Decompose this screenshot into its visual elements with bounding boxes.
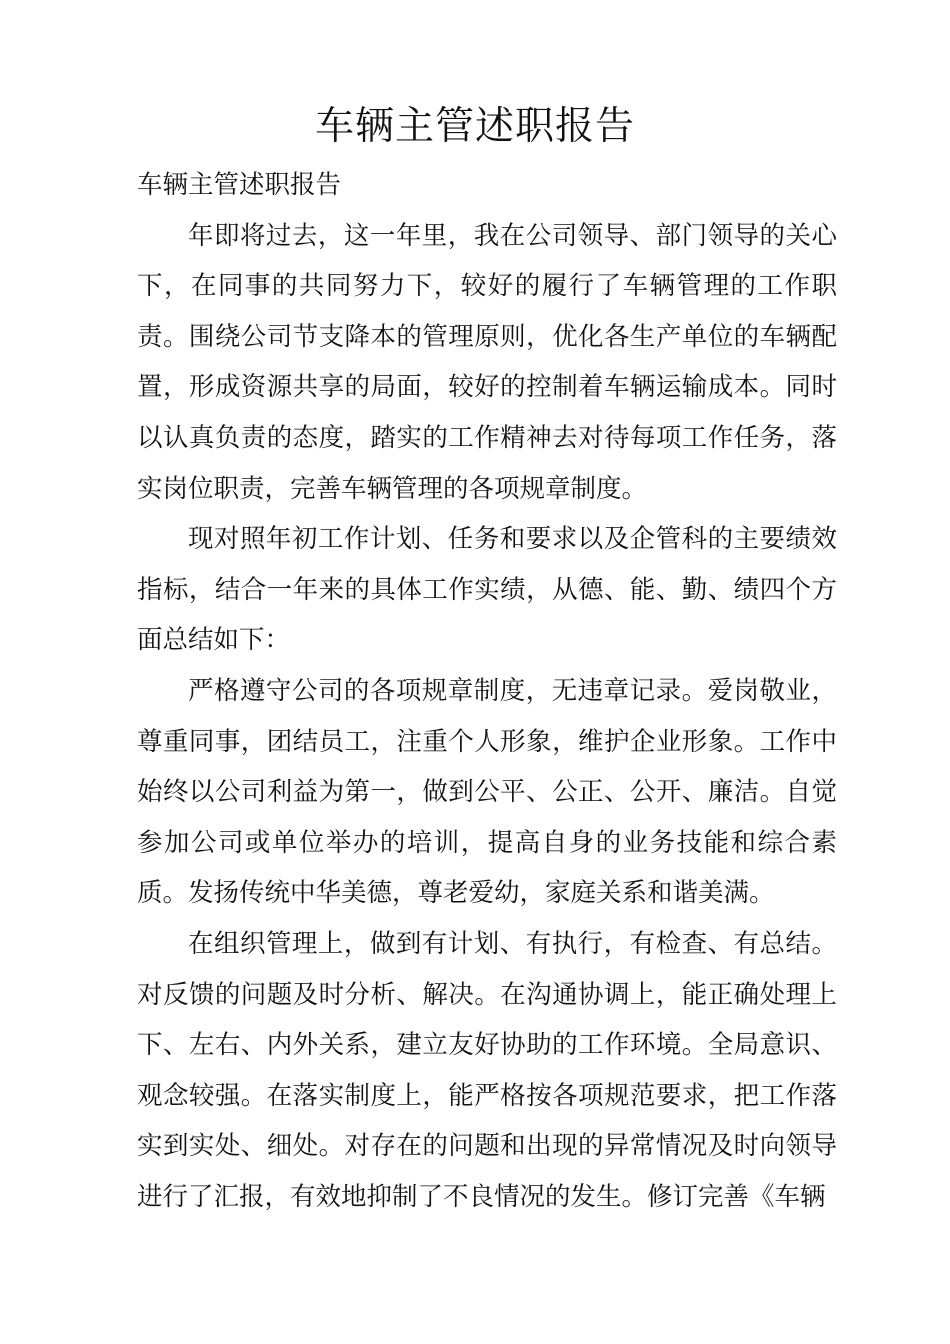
paragraph-4: 在组织管理上，做到有计划、有执行，有检查、有总结。对反馈的问题及时分析、解决。在沟通协调上，能正确处理上下、左右、内外关系，建立友好协助的工作环境。全局意识、观念较强。在落实制度上，能严格按各项规范要求，把工作落实到实处、细处。对存在的问题和出现的异常情况及时向领导进行了汇报，有效地抑制了不良情况的发生。修订完善《车辆 [137,928,837,1212]
document-body [137,160,837,1222]
paragraph-1: 年即将过去，这一年里，我在公司领导、部门领导的关心下，在同事的共同努力下，较好的履行了车辆管理的工作职责。围绕公司节支降本的管理原则，优化各生产单位的车辆配置，形成资源共享的局面，较好的控制着车辆运输成本。同时以认真负责的态度，踏实的工作精神去对待每项工作任务，落实岗位职责，完善车辆管理的各项规章制度。 [137,220,837,504]
paragraph-3: 严格遵守公司的各项规章制度，无违章记录。爱岗敬业，尊重同事，团结员工，注重个人形象，维护企业形象。工作中始终以公司利益为第一，做到公平、公正、公开、廉洁。自觉参加公司或单位举办的培训，提高自身的业务技能和综合素质。发扬传统中华美德，尊老爱幼，家庭关系和谐美满。 [137,675,837,909]
document-subtitle: 车辆主管述职报告 [137,170,342,200]
document-title: 车辆主管述职报告 [314,104,635,149]
paragraph-2: 现对照年初工作计划、任务和要求以及企管科的主要绩效指标，结合一年来的具体工作实绩，从德、能、勤、绩四个方面总结如下： [137,524,837,656]
